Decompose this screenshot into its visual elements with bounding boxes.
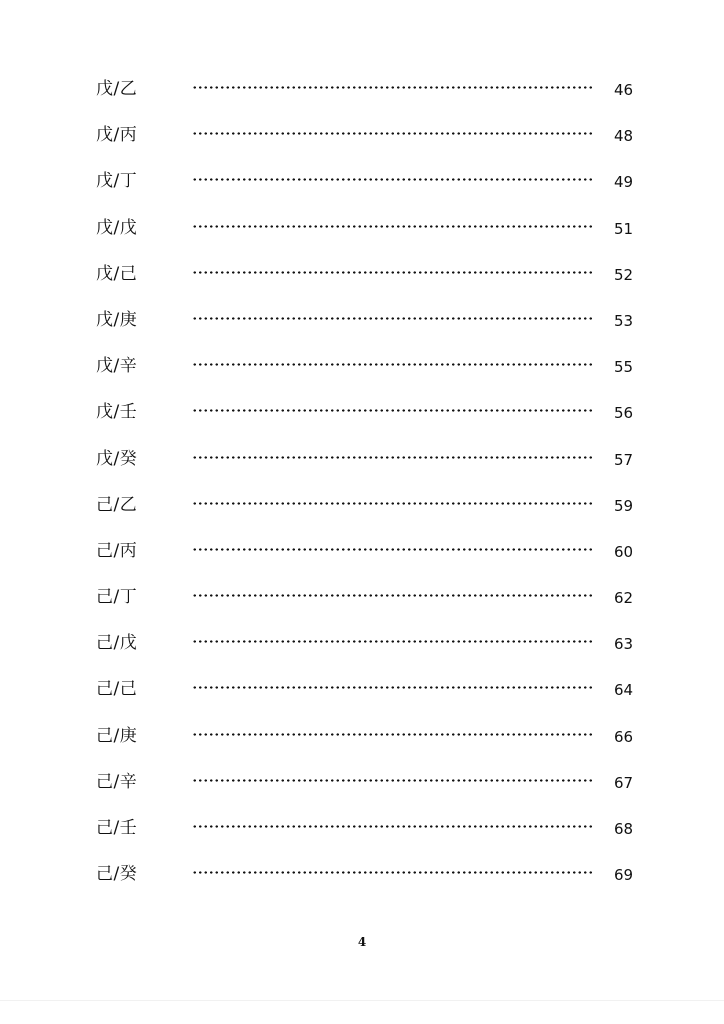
toc-entry-page-number: 66 [614,727,634,746]
dot-leader [192,178,594,181]
toc-entry [0,851,724,897]
toc-entry-page-number: 46 [614,81,634,99]
toc-entry-title: 己/壬 [96,818,138,838]
dot-leader [192,733,594,736]
toc-entry [0,574,724,620]
toc-entry-title: 戊/丙 [96,125,138,146]
toc-entry-page-number: 68 [614,820,634,838]
toc-entry-page-number: 67 [614,773,634,792]
toc-entry-title: 戊/辛 [96,356,138,377]
toc-entry-title: 己/丙 [96,540,138,561]
toc-entry-title: 己/辛 [96,771,138,792]
page-bottom-edge [0,1000,724,1001]
toc-entry [0,436,724,482]
toc-entry-title: 戊/丁 [96,171,138,192]
table-of-contents [0,66,724,897]
dot-leader [192,86,594,89]
toc-entry-title: 戊/癸 [96,448,138,469]
toc-entry-title: 己/己 [96,679,138,700]
toc-entry-page-number: 49 [614,173,634,192]
toc-entry [0,66,724,112]
toc-entry-page-number: 63 [614,635,634,654]
dot-leader [192,317,594,320]
toc-entry-title: 己/戊 [96,633,138,654]
dot-leader [192,871,594,874]
toc-entry [0,297,724,343]
toc-entry [0,528,724,574]
dot-leader [192,825,594,828]
toc-entry [0,343,724,389]
toc-entry-title: 己/癸 [96,864,138,885]
toc-entry-title: 己/乙 [96,494,138,515]
toc-entry [0,805,724,851]
toc-entry [0,759,724,805]
toc-entry-page-number: 59 [614,496,634,515]
toc-entry [0,389,724,435]
toc-entry-title: 己/丁 [96,587,138,608]
toc-entry-title: 戊/己 [96,263,138,284]
toc-entry-title: 戊/庚 [96,309,138,330]
dot-leader [192,502,594,505]
toc-entry [0,666,724,712]
toc-entry-title: 己/庚 [96,725,138,746]
toc-entry-page-number: 56 [614,404,634,423]
dot-leader [192,640,594,643]
dot-leader [192,271,594,274]
toc-entry [0,158,724,204]
dot-leader [192,132,594,135]
dot-leader [192,548,594,551]
toc-entry [0,620,724,666]
toc-entry-page-number: 48 [614,127,634,146]
toc-entry [0,112,724,158]
toc-entry-page-number: 57 [614,450,634,469]
dot-leader [192,363,594,366]
toc-entry [0,205,724,251]
dot-leader [192,686,594,689]
dot-leader [192,225,594,228]
toc-entry-title: 戊/乙 [96,79,138,99]
toc-entry-page-number: 55 [614,358,634,377]
toc-entry-page-number: 60 [614,542,634,561]
page-number: 4 [357,935,367,949]
toc-entry-title: 戊/壬 [96,402,138,423]
toc-entry-page-number: 51 [614,219,634,238]
dot-leader [192,409,594,412]
dot-leader [192,456,594,459]
toc-entry-title: 戊/戊 [96,217,138,238]
toc-entry [0,251,724,297]
toc-entry-page-number: 64 [614,681,634,700]
toc-entry [0,713,724,759]
dot-leader [192,779,594,782]
toc-entry-page-number: 52 [614,265,634,284]
dot-leader [192,594,594,597]
toc-entry-page-number: 62 [614,589,634,608]
toc-entry-page-number: 53 [614,311,634,330]
toc-entry [0,482,724,528]
toc-entry-page-number: 69 [614,866,634,885]
